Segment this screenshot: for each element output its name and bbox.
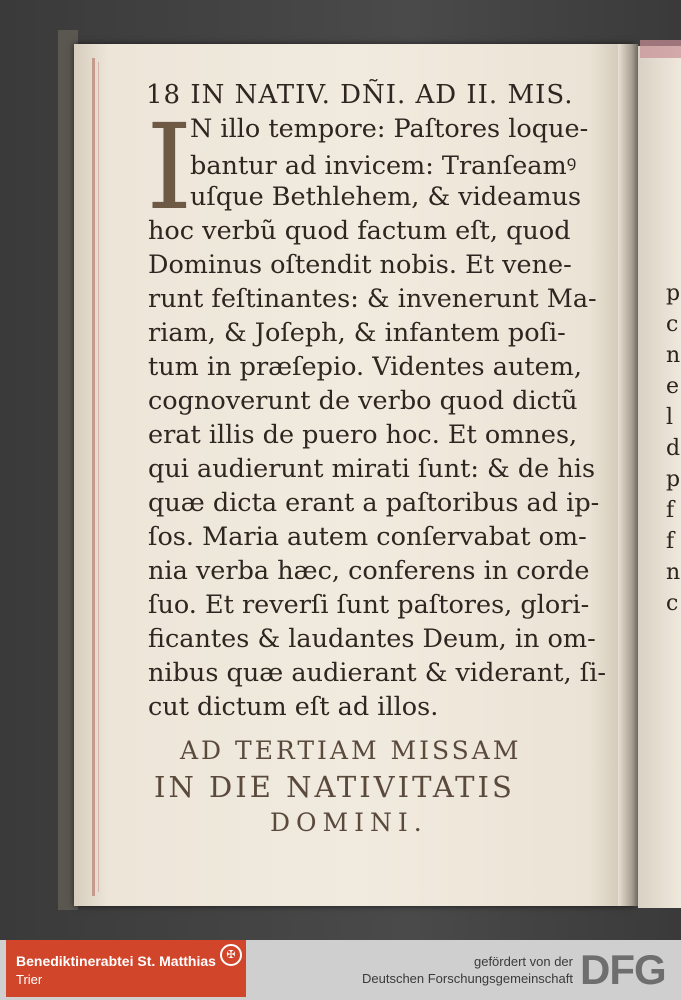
text-line: runt feſtinantes: & invenerunt Ma- <box>148 284 597 314</box>
text-line: ficantes & laudantes Deum, in om- <box>148 624 596 654</box>
text-line: hoc verbũ quod factum eſt, quod <box>148 216 571 246</box>
text-line: N illo tempore: Paſtores loque- <box>190 114 589 144</box>
funding-line-1: gefördert von der <box>473 954 573 969</box>
institution-name: Benediktinerabtei St. Matthias <box>16 953 216 969</box>
right-page-letter: d <box>666 436 681 461</box>
text-line: qui audierunt mirati ſunt: & de his <box>148 454 596 484</box>
right-page-letter: c <box>666 591 679 616</box>
right-page-letters <box>666 278 681 619</box>
right-page-letter: p <box>666 281 681 306</box>
dfg-logo[interactable]: DFG <box>580 946 666 993</box>
right-page-letter: p <box>666 467 681 492</box>
text-line: Dominus oſtendit nobis. Et vene- <box>148 250 572 280</box>
right-page-letter: n <box>666 343 681 368</box>
right-page-letter: e <box>666 374 680 399</box>
right-page-letter: c <box>666 312 679 337</box>
funding-note <box>362 953 573 987</box>
page-marker-ribbon <box>640 40 681 58</box>
funding-line-2: Deutschen Forschungsgemeinschaft <box>361 971 573 986</box>
red-page-border <box>92 58 95 896</box>
text-line: erat illis de puero hoc. Et omnes, <box>148 420 578 450</box>
text-line: riam, & Joſeph, & infantem poſi- <box>148 318 566 348</box>
right-page-letter: f <box>666 529 675 554</box>
section-heading-line: IN DIE NATIVITATIS <box>154 770 515 804</box>
text-line: nia verba hæc, conferens in corde <box>148 556 590 586</box>
institution-city: Trier <box>16 972 43 987</box>
right-page-letter: n <box>666 560 681 585</box>
text-line: cognoverunt de verbo quod dictũ <box>148 386 578 416</box>
page-header: 18 IN NATIV. DÑI. AD II. MIS. <box>146 80 574 110</box>
institution-logo-icon: ✠ <box>220 944 242 966</box>
red-page-border-inner <box>98 62 99 892</box>
text-line: bantur ad invicem: Tranſeamꝰ <box>190 151 577 181</box>
text-line: quæ dicta erant a paſtoribus ad ip- <box>148 488 600 518</box>
text-line: tum in præſepio. Videntes autem, <box>148 352 582 382</box>
text-line: cut dictum eſt ad illos. <box>148 692 439 722</box>
text-line: ſos. Maria autem conſervabat om- <box>148 522 587 552</box>
text-line: nibus quæ audierant & viderant, ſi- <box>148 658 606 688</box>
text-line: ſuo. Et reverſi ſunt paſtores, glori- <box>148 590 590 620</box>
page-gutter <box>618 44 638 906</box>
section-heading-line: AD TERTIAM MISSAM <box>180 736 522 765</box>
right-page-letter: f <box>666 498 675 523</box>
right-page-letter: l <box>666 405 674 430</box>
section-heading-line: DOMINI. <box>270 808 428 837</box>
drop-cap: I <box>146 98 193 236</box>
text-line: uſque Bethlehem, & videamus <box>190 182 582 212</box>
